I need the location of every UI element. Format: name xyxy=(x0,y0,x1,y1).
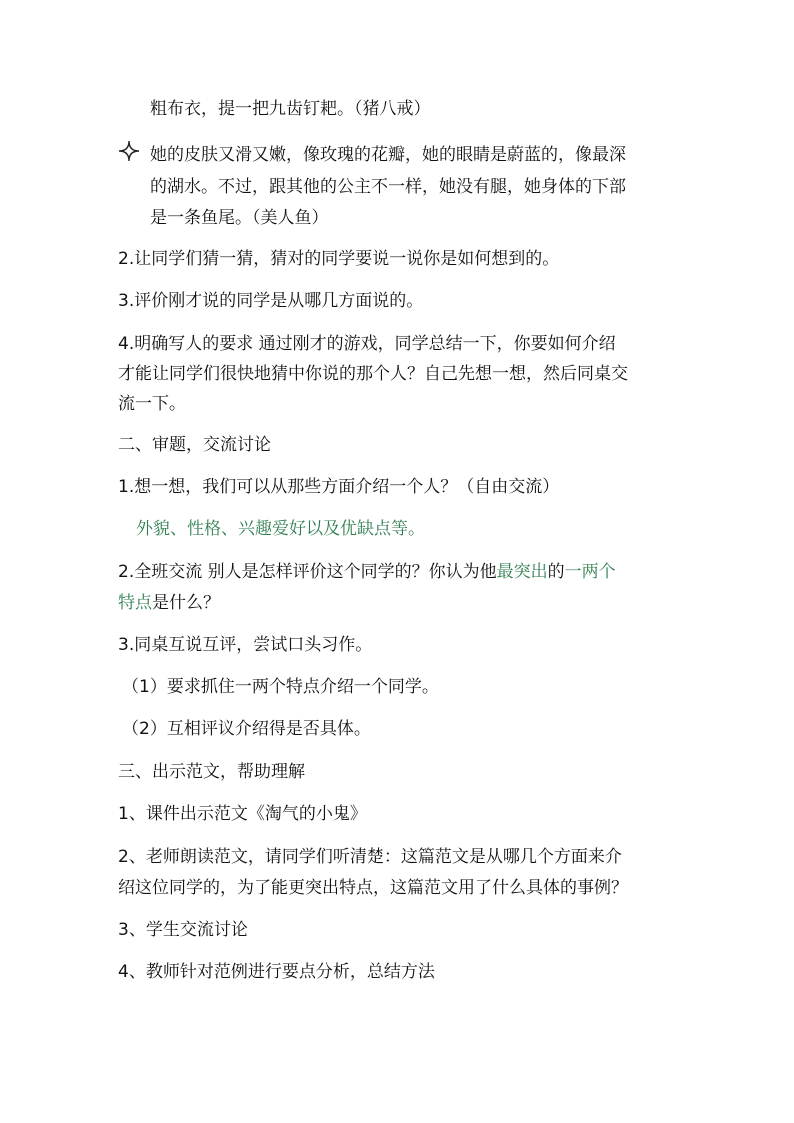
section-2-item-2-line-2 xyxy=(118,592,684,614)
section-2-item-3-sub-1: （1）要求抓住一两个特点介绍一个同学。 xyxy=(122,677,439,697)
section-2-item-1-answer: 外貌、性格、兴趣爱好以及优缺点等。 xyxy=(136,519,425,539)
highlight-features: 特点 xyxy=(118,593,152,613)
list-item-4-line-1: 4.明确写人的要求 通过刚才的游戏，同学总结一下，你要如何介绍 xyxy=(118,334,616,354)
section-2-heading: 二、审题，交流讨论 xyxy=(118,435,271,455)
highlight-most-prominent: 最突出 xyxy=(496,562,548,582)
bullet-paragraph-line-3: 是一条鱼尾。（美人鱼） xyxy=(150,208,329,228)
section-3-item-3: 3、学生交流讨论 xyxy=(118,920,248,940)
bullet-paragraph-line-1: 她的皮肤又滑又嫩，像玫瑰的花瓣，她的眼睛是蔚蓝的，像最深 xyxy=(150,145,626,165)
section-3-item-4: 4、教师针对范例进行要点分析，总结方法 xyxy=(118,962,435,982)
item-2-text: 2.全班交流 别人是怎样评价这个同学的？你认为他 xyxy=(118,562,497,582)
list-item-4-line-3: 流一下。 xyxy=(118,394,186,414)
item-2-ending: 是什么？ xyxy=(152,593,220,613)
diamond-bullet-icon xyxy=(118,140,142,164)
section-3-item-1: 1、课件出示范文《淘气的小鬼》 xyxy=(118,804,367,824)
paragraph-continuation: 粗布衣，提一把九齿钉耙。（猪八戒） xyxy=(150,99,431,119)
item-2-connector: 的 xyxy=(547,562,565,582)
section-3-item-2-line-2: 绍这位同学的，为了能更突出特点，这篇范文用了什么具体的事例？ xyxy=(118,878,628,898)
list-item-4-line-2: 才能让同学们很快地猜中你说的那个人？自己先想一想，然后同桌交 xyxy=(118,364,628,384)
list-item-3: 3.评价刚才说的同学是从哪几方面说的。 xyxy=(118,291,424,311)
section-2-item-3-sub-2: （2）互相评议介绍得是否具体。 xyxy=(122,719,371,739)
section-2-item-2-line-1 xyxy=(118,561,684,583)
section-2-item-1: 1.想一想，我们可以从那些方面介绍一个人？（自由交流） xyxy=(118,477,560,497)
section-2-item-3: 3.同桌互说互评，尝试口头习作。 xyxy=(118,635,373,655)
list-item-2: 2.让同学们猜一猜，猜对的同学要说一说你是如何想到的。 xyxy=(118,249,560,269)
highlight-one-or-two: 一两个 xyxy=(564,562,616,582)
section-3-item-2-line-1: 2、老师朗读范文，请同学们听清楚：这篇范文是从哪几个方面来介 xyxy=(118,847,622,867)
section-3-heading: 三、出示范文，帮助理解 xyxy=(118,762,305,782)
bullet-paragraph-line-2: 的湖水。不过，跟其他的公主不一样，她没有腿，她身体的下部 xyxy=(150,177,626,197)
